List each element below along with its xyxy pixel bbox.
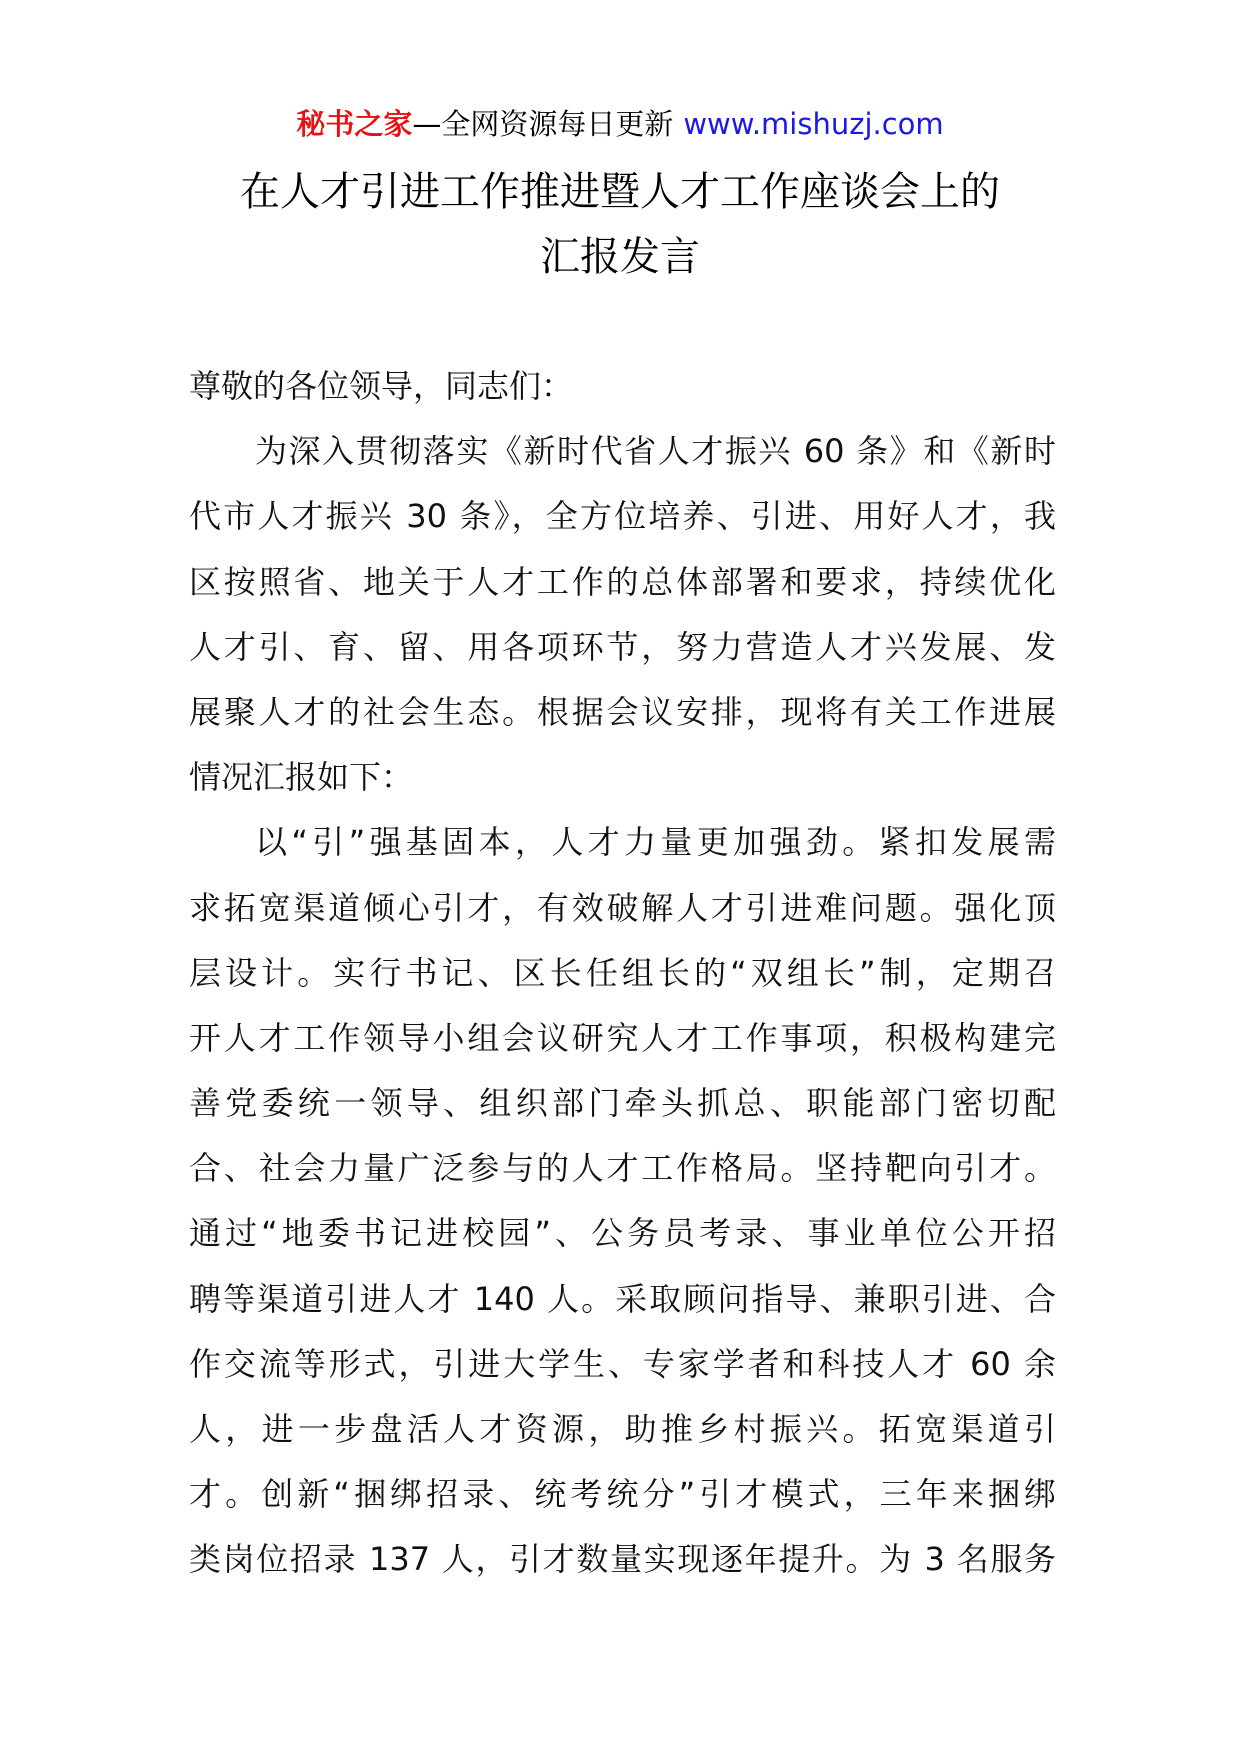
paragraph-line: 为深入贯彻落实《新时代省人才振兴 60 条》和《新时: [255, 432, 1056, 471]
paragraph-line: 情况汇报如下：: [189, 758, 414, 797]
paragraph-line: 代市人才振兴 30 条》，全方位培养、引进、用好人才，我: [189, 497, 1056, 536]
salutation: 尊敬的各位领导，同志们：: [189, 367, 574, 405]
title-line-1: 在人才引进工作推进暨人才工作座谈会上的: [240, 169, 1000, 215]
paragraph-line: 人才引、育、留、用各项环节，努力营造人才兴发展、发: [189, 627, 1056, 666]
title-line-2: 汇报发言: [540, 234, 700, 280]
paragraph-line: 善党委统一领导、组织部门牵头抓总、职能部门密切配: [189, 1084, 1056, 1123]
paragraph-line: 开人才工作领导小组会议研究人才工作事项，积极构建完: [189, 1018, 1056, 1057]
document-body: [189, 354, 1056, 1593]
site-tagline: —全网资源每日更新: [412, 107, 674, 141]
document-title: [0, 160, 1240, 290]
paragraph-line: 以“引”强基固本，人才力量更加强劲。紧扣发展需: [255, 823, 1056, 862]
site-header: [0, 104, 1240, 144]
paragraph: [189, 810, 1056, 1592]
paragraph-line: 作交流等形式，引进大学生、专家学者和科技人才 60 余: [189, 1344, 1056, 1383]
paragraph: [189, 419, 1056, 810]
paragraph-line: 展聚人才的社会生态。根据会议安排，现将有关工作进展: [189, 692, 1056, 731]
paragraph-line: 通过“地委书记进校园”、公务员考录、事业单位公开招: [189, 1214, 1056, 1253]
site-url-link[interactable]: www.mishuzj.com: [683, 107, 944, 141]
paragraph-line: 层设计。实行书记、区长任组长的“双组长”制，定期召: [189, 953, 1056, 992]
paragraph-line: 类岗位招录 137 人，引才数量实现逐年提升。为 3 名服务: [189, 1540, 1056, 1579]
paragraph-line: 聘等渠道引进人才 140 人。采取顾问指导、兼职引进、合: [189, 1279, 1056, 1318]
paragraph-line: 才。创新“捆绑招录、统考统分”引才模式，三年来捆绑: [189, 1475, 1056, 1514]
paragraph-line: 人，进一步盘活人才资源，助推乡村振兴。拓宽渠道引: [189, 1410, 1056, 1448]
paragraph-line: 区按照省、地关于人才工作的总体部署和要求，持续优化: [189, 562, 1056, 601]
paragraph-line: 求拓宽渠道倾心引才，有效破解人才引进难问题。强化顶: [189, 888, 1056, 927]
site-name[interactable]: 秘书之家: [296, 107, 413, 141]
paragraph-line: 合、社会力量广泛参与的人才工作格局。坚持靶向引才。: [189, 1149, 1056, 1188]
